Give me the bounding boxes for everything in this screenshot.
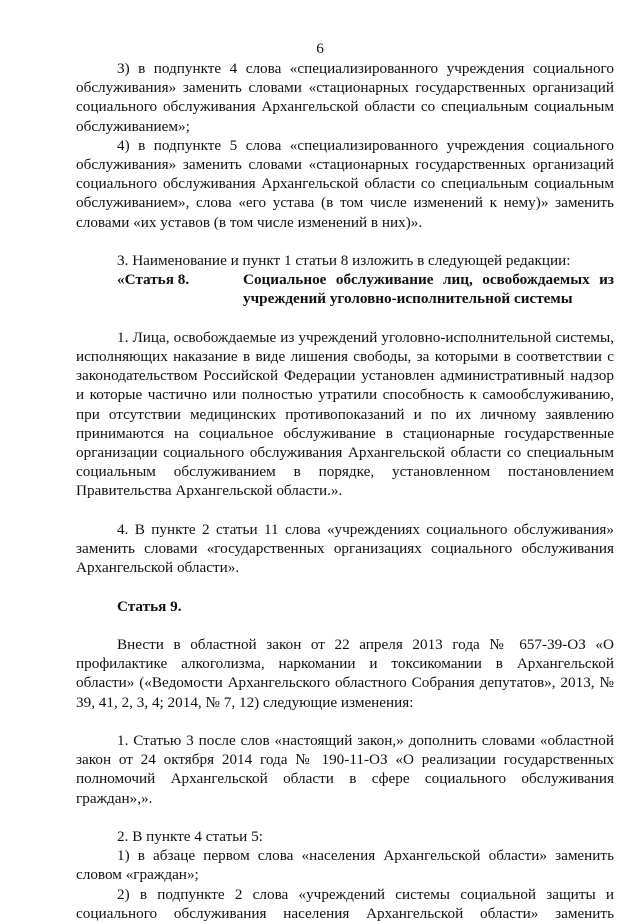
article-8-title: Социальное обслуживание лиц, освобождаемых из учреждений уголовно-исполнительной системы bbox=[243, 271, 614, 308]
paragraph-article-9-item-2-intro: 2. В пункте 4 статьи 5: bbox=[117, 828, 263, 846]
paragraph-article-9-item-1: 1. Статью 3 после слов «настоящий закон,» дополнить словами «областной закон от 24 октября 2014 года № 190-11-ОЗ «О реализации государственных полномочий Архангельской области в сфере социального обслуживания граждан»,». bbox=[76, 732, 614, 807]
paragraph-subitem-3: 3) в подпункте 4 слова «специализированного учреждения социального обслуживания» заменить словами «стационарных государственных организаций социального обслуживания Архангельской области со специальным социальным обслуживанием»; bbox=[76, 60, 614, 135]
paragraph-item-3-intro: 3. Наименование и пункт 1 статьи 8 изложить в следующей редакции: bbox=[117, 252, 571, 270]
paragraph-subitem-4: 4) в подпункте 5 слова «специализированного учреждения социального обслуживания» заменить словами «стационарных государственных организаций социального обслуживания Архангельской области со специальным социальным обслуживанием», слова «его устава (в том числе изменений к нему)» заменить словами «их уставов (в том числе изменений в них)». bbox=[76, 136, 614, 231]
paragraph-article-9-item-2-sub-1: 1) в абзаце первом слова «населения Архангельской области» заменить словом «граждан»; bbox=[76, 847, 614, 884]
article-9-heading: Статья 9. bbox=[117, 597, 182, 615]
paragraph-article-9-intro: Внести в областной закон от 22 апреля 2013 года № 657-39-ОЗ «О профилактике алкоголизма, наркомании и токсикомании в Архангельской области» («Ведомости Архангельского областного Собрания депутатов», 2013, № 39, 41, 2, 3, 4; 2014, № 7, 12) следующие изменения: bbox=[76, 636, 614, 711]
article-8-heading bbox=[76, 270, 614, 308]
article-8-label: «Статья 8. bbox=[117, 271, 190, 289]
page-number: 6 bbox=[316, 40, 324, 57]
paragraph-article-9-item-2-sub-2: 2) в подпункте 2 слова «учреждений системы социальной защиты и социального обслуживания населения Архангельской области» заменить bbox=[76, 885, 614, 922]
paragraph-article-8-point-1: 1. Лица, освобождаемые из учреждений уголовно-исполнительной системы, исполняющих наказание в виде лишения свободы, за которыми в соответствии с законодательством Российской Федерации установлен административный надзор и которые частично или полностью утратили способность к самообслуживанию, при отсутствии медицинских противопоказаний и по их личному заявлению принимаются на социальное обслуживание в стационарные государственные организации социального обслуживания Архангельской области со специальным социальным обслуживанием в порядке, установленном постановлением Правительства Архангельской области.». bbox=[76, 328, 614, 500]
paragraph-item-4: 4. В пункте 2 статьи 11 слова «учреждениях социального обслуживания» заменить словами «государственных организациях социального обслуживания Архангельской области». bbox=[76, 520, 614, 577]
document-body bbox=[76, 59, 614, 923]
